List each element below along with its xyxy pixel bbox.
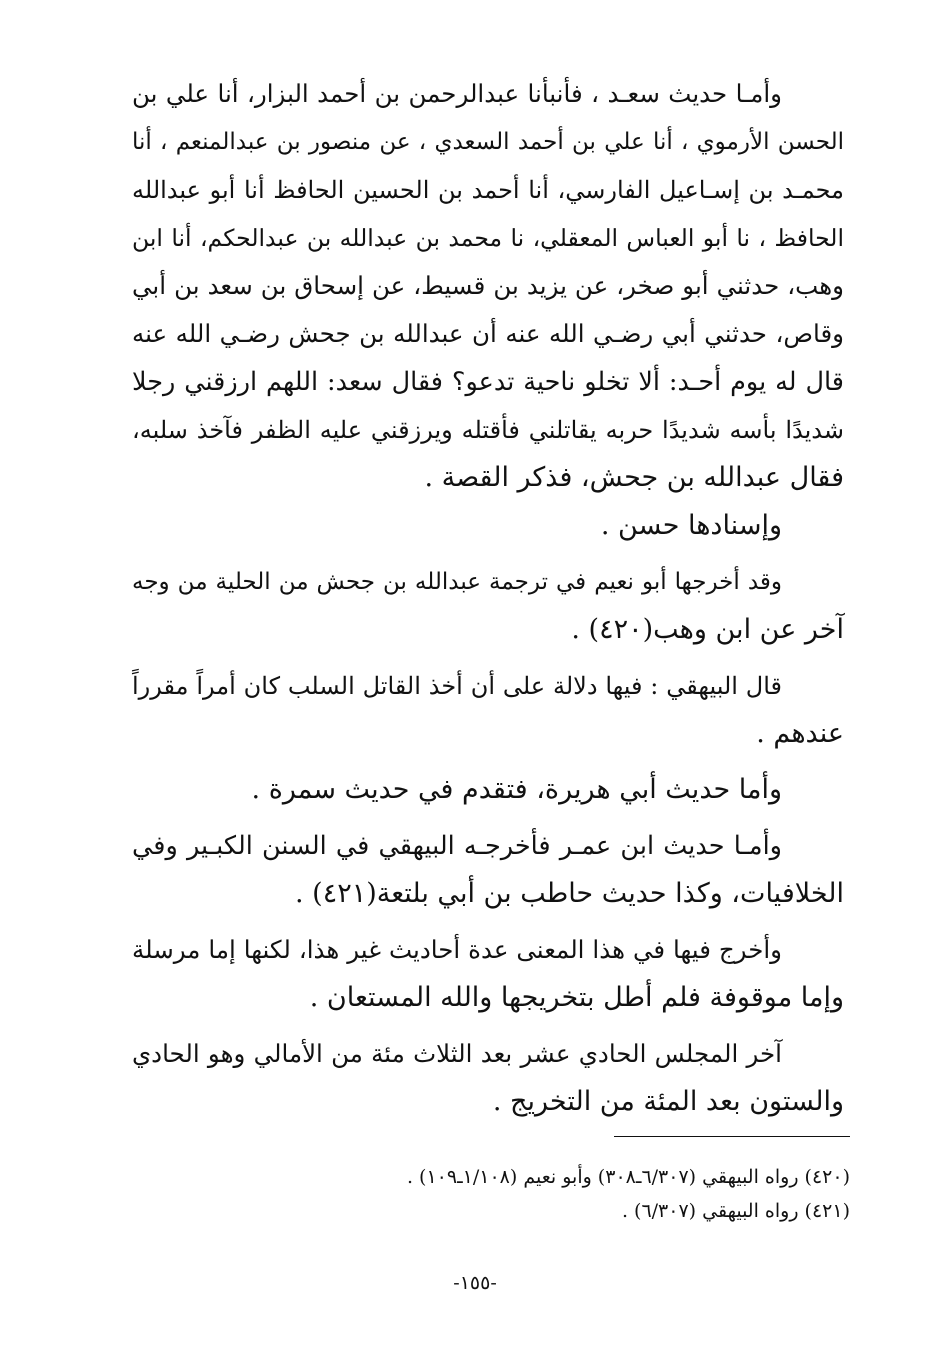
text-line: وإسنادها حسن . bbox=[600, 510, 782, 541]
footnote-separator bbox=[614, 1136, 850, 1137]
text-line: الحسن الأرموي ، أنا علي بن أحمد السعدي ، عن منصور بن عبدالمنعم ، أنا bbox=[132, 129, 844, 155]
text-line: وهب، حدثني أبو صخر، عن يزيد بن قسيط، عن إسحاق بن سعد بن أبي bbox=[132, 271, 844, 300]
text-line: وأما حديث أبي هريرة، فتقدم في حديث سمرة . bbox=[251, 774, 782, 805]
text-line: عندهم . bbox=[756, 718, 844, 749]
footnotes bbox=[300, 1160, 850, 1228]
paragraph-ibn-umar bbox=[132, 822, 844, 918]
paragraph-saad-hadith bbox=[132, 70, 844, 502]
footnote-420: (٤٢٠) رواه البيهقي (٦/٣٠٧ـ٣٠٨) وأبو نعيم (١/١٠٨ـ١٠٩) . bbox=[406, 1166, 850, 1188]
paragraph-bayhaqi-comment bbox=[132, 662, 844, 758]
text-line: شديدًا بأسه شديدًا حربه يقاتلني فأقتله ويرزقني عليه الظفر فآخذ سلبه، bbox=[132, 416, 844, 444]
text-line: محمـد بن إسـاعيل الفارسي، أنا أحمد بن الحسين الحافظ أنا أبو عبدالله bbox=[132, 176, 844, 204]
text-line: وقد أخرجها أبو نعيم في ترجمة عبدالله بن جحش من الحلية من وجه bbox=[132, 569, 782, 595]
footnote-421: (٤٢١) رواه البيهقي (٦/٣٠٧) . bbox=[621, 1200, 850, 1222]
paragraph-other-hadiths bbox=[132, 926, 844, 1022]
text-line: الحافظ ، نا أبو العباس المعقلي، نا محمد بن عبدالله بن عبدالحكم، أنا ابن bbox=[132, 224, 844, 252]
text-line: وأخرج فيها في هذا المعنى عدة أحاديث غير هذا، لكنها إما مرسلة bbox=[132, 935, 782, 964]
text-line: قال له يوم أحـد: ألا تخلو ناحية تدعو؟ فقال سعد: اللهم ارزقني رجلا bbox=[132, 367, 844, 397]
main-text bbox=[132, 70, 844, 1126]
text-line: وإما موقوفة فلم أطل بتخريجها والله المستعان . bbox=[309, 982, 844, 1013]
text-line: آخر المجلس الحادي عشر بعد الثلاث مئة من الأمالي وهو الحادي bbox=[132, 1039, 782, 1068]
text-line: فقال عبدالله بن جحش، فذكر القصة . bbox=[424, 462, 844, 493]
paragraph-majlis-end bbox=[132, 1030, 844, 1126]
paragraph-abu-nuaym bbox=[132, 558, 844, 654]
paragraph-abu-hurayra bbox=[132, 766, 844, 814]
paragraph-isnad bbox=[132, 502, 844, 550]
page-number: -١٥٥- bbox=[453, 1272, 497, 1294]
text-line: وأمـا حديث ابن عمـر فأخرجـه البيهقي في السنن الكبـير وفي bbox=[132, 831, 782, 861]
text-line: آخر عن ابن وهب(٤٢٠) . bbox=[571, 614, 844, 645]
text-line: قال البيهقي : فيها دلالة على أن أخذ القاتل السلب كان أمراً مقرراً bbox=[132, 672, 782, 700]
text-line: والستون بعد المئة من التخريج . bbox=[492, 1086, 844, 1117]
text-line: وأمـا حديث سعـد ، فأنبأنا عبدالرحمن بن أحمد البزار، أنا علي بن bbox=[132, 79, 782, 108]
text-line: الخلافيات، وكذا حديث حاطب بن أبي بلتعة(٤٢١) . bbox=[295, 878, 844, 909]
text-line: وقاص، حدثني أبي رضـي الله عنه أن عبدالله بن جحش رضـي الله عنه bbox=[132, 319, 844, 348]
